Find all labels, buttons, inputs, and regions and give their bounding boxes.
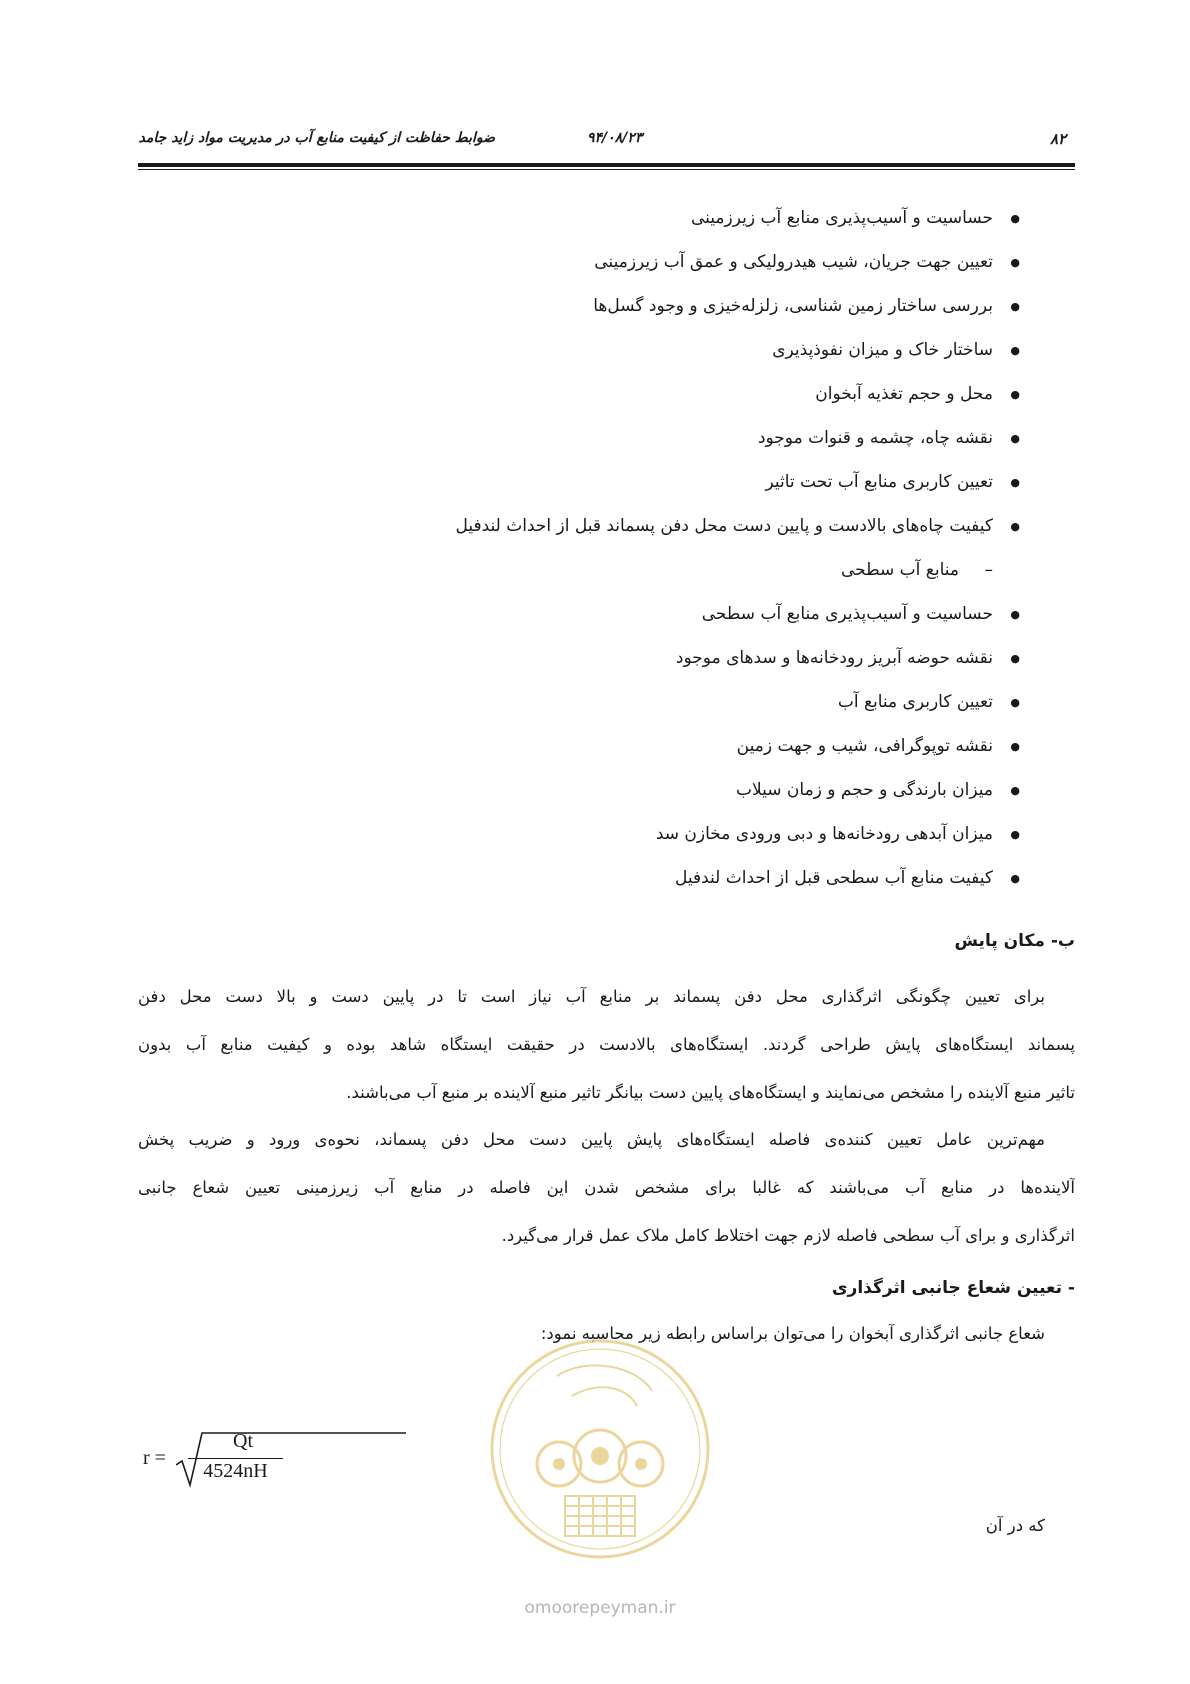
header-title: ضوابط حفاظت از کیفیت منابع آب در مدیریت مواد زاید جامد	[138, 130, 495, 146]
bullet-item: ● تعیین جهت جریان، شیب هیدرولیکی و عمق آب زیرزمینی	[594, 250, 993, 274]
paragraph-line: پسماند ایستگاه‌های پایش طراحی گردند. ایستگاه‌های بالادست در حقیقت ایستگاه شاهد بوده و کیفیت منابع آب بدون	[138, 1035, 1075, 1054]
bullet-item: ● بررسی ساختار زمین شناسی، زلزله‌خیزی و وجود گسل‌ها	[593, 294, 993, 318]
formula-lhs: r =	[143, 1447, 166, 1469]
paragraph-line: تاثیر منبع آلاینده را مشخص می‌نمایند و ایستگاه‌های پایین دست بیانگر تاثیر منبع آلاینده بر منبع آب می‌باشند.	[346, 1083, 1075, 1102]
watermark-seal-icon	[487, 1336, 713, 1562]
section-heading-lateral-radius: - تعیین شعاع جانبی اثرگذاری	[831, 1278, 1075, 1298]
bullet-item: ● نقشه توپوگرافی، شیب و جهت زمین	[737, 734, 993, 758]
bullet-item: ● محل و حجم تغذیه آبخوان	[815, 382, 993, 406]
paragraph-line: اثرگذاری و برای آب سطحی فاصله لازم جهت اختلاط کامل ملاک عمل قرار می‌گیرد.	[501, 1226, 1075, 1245]
where-text: که در آن	[985, 1516, 1045, 1535]
bullet-item: ● نقشه چاه، چشمه و قنوات موجود	[758, 426, 993, 450]
bullet-item: ● ساختار خاک و میزان نفوذپذیری	[772, 338, 993, 362]
header-date: ۹۴/۰۸/۲۳	[587, 130, 643, 146]
bullet-item: ● نقشه حوضه آبریز رودخانه‌ها و سدهای موجود	[676, 646, 993, 670]
paragraph-line: برای تعیین چگونگی اثرگذاری محل دفن پسماند بر منابع آب نیاز است تا در پایین دست و بالا دست محل دفن	[138, 987, 1045, 1006]
header-rule-thick	[138, 163, 1075, 167]
watermark-url: omoorepeyman.ir	[524, 1598, 676, 1618]
bullet-item: ● کیفیت چاه‌های بالادست و پایین دست محل دفن پسماند قبل از احداث لندفیل	[455, 514, 993, 538]
formula-intro-text: شعاع جانبی اثرگذاری آبخوان را می‌توان براساس رابطه زیر محاسبه نمود:	[540, 1324, 1045, 1343]
formula-numerator: Qt	[233, 1430, 253, 1452]
page-number: ۸۲	[1050, 130, 1067, 148]
formula-denominator: 4524nH	[203, 1460, 268, 1482]
section-heading-monitoring-location: ب- مکان پایش	[954, 931, 1075, 951]
surface-water-heading: – منابع آب سطحی	[841, 558, 959, 582]
header-rule-thin	[138, 169, 1075, 170]
bullet-item: ● میزان بارندگی و حجم و زمان سیلاب	[736, 778, 993, 802]
bullet-item: ● میزان آبدهی رودخانه‌ها و دبی ورودی مخازن سد	[656, 822, 993, 846]
bullet-item: ● حساسیت و آسیب‌پذیری منابع آب سطحی	[702, 602, 993, 626]
bullet-item: ● تعیین کاربری منابع آب تحت تاثیر	[765, 470, 993, 494]
paragraph-line: آلاینده‌ها در منابع آب می‌باشند که غالبا برای مشخص شدن این فاصله در منابع آب زیرزمینی تعیین شعاع جانبی	[138, 1178, 1075, 1197]
paragraph-line: مهم‌ترین عامل تعیین کننده‌ی فاصله ایستگاه‌های پایش پایین دست محل دفن پسماند، نحوه‌ی ورود و ضریب پخش	[138, 1130, 1045, 1149]
bullet-item: ● حساسیت و آسیب‌پذیری منابع آب زیرزمینی	[691, 206, 993, 230]
bullet-item: ● کیفیت منابع آب سطحی قبل از احداث لندفیل	[675, 866, 993, 890]
bullet-item: ● تعیین کاربری منابع آب	[838, 690, 993, 714]
